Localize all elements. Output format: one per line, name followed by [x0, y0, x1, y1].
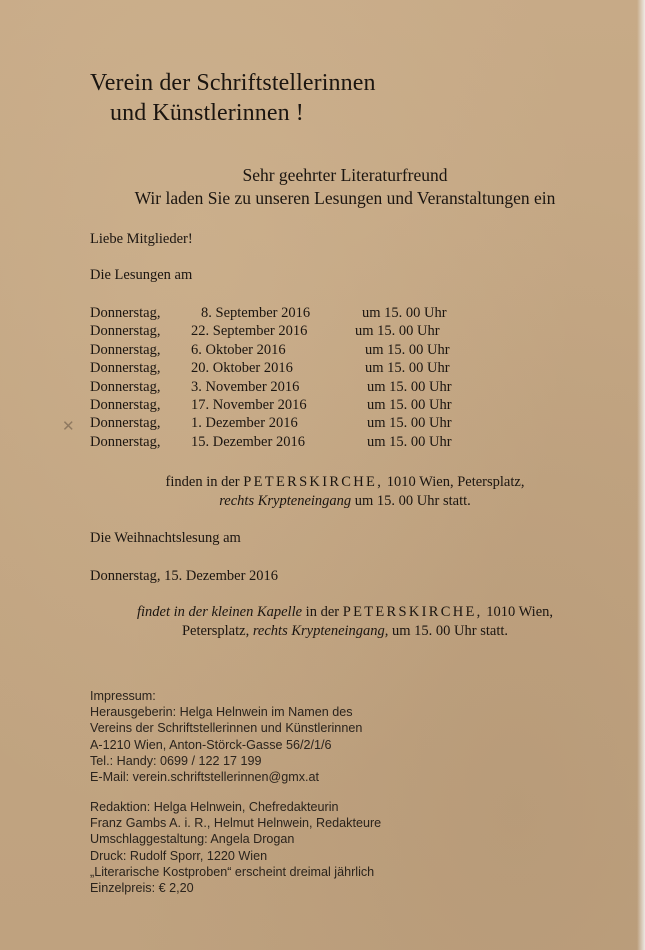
readings-schedule [90, 304, 452, 451]
christmas-time: um 15. 00 Uhr statt. [392, 623, 509, 639]
readings-heading: Die Lesungen am [90, 267, 193, 283]
intro-line-2: Wir laden Sie zu unseren Lesungen und Veranstaltungen ein [134, 188, 556, 208]
schedule-time: um 15. 00 Uhr [365, 360, 450, 377]
venue-line-1 [85, 473, 605, 492]
schedule-date: 15. Dezember 2016 [191, 433, 305, 450]
schedule-date: 3. November 2016 [191, 378, 300, 395]
page-title [90, 68, 376, 128]
venue-church: PETERSKIRCHE, [243, 474, 384, 490]
impressum-line: Tel.: Handy: 0699 / 122 17 199 [90, 753, 262, 768]
credits-line: „Literarische Kostproben“ erscheint dreimal jährlich [90, 864, 375, 879]
christmas-venue-info [85, 603, 605, 641]
schedule-row [90, 396, 452, 414]
venue-line-2 [85, 492, 605, 511]
credits-price: Einzelpreis: € 2,20 [90, 881, 194, 896]
christmas-venue-line-2 [85, 622, 605, 641]
venue-info [85, 473, 605, 511]
venue-entrance: rechts Krypteneingang [219, 493, 352, 509]
schedule-day: Donnerstag, [90, 341, 161, 358]
title-line-2: und Künstlerinnen ! [110, 100, 304, 126]
christmas-church: PETERSKIRCHE, [342, 604, 483, 620]
christmas-venue-line-1 [85, 603, 605, 622]
christmas-address: 1010 Wien, [486, 604, 554, 620]
credits-line: Redaktion: Helga Helnwein, Chefredakteurin [90, 800, 339, 814]
page-edge [637, 0, 645, 950]
schedule-row [90, 304, 452, 322]
impressum-line: Impressum: [90, 689, 156, 703]
margin-mark: ✕ [62, 417, 75, 435]
schedule-day: Donnerstag, [90, 415, 161, 432]
venue-address: 1010 Wien, Petersplatz, [386, 474, 525, 490]
schedule-time: um 15. 00 Uhr [355, 323, 440, 340]
christmas-mid: in der [305, 604, 340, 620]
schedule-time: um 15. 00 Uhr [365, 341, 450, 358]
schedule-row [90, 359, 452, 377]
venue-prefix: finden in der [165, 474, 240, 490]
schedule-date: 6. Oktober 2016 [191, 341, 286, 358]
schedule-time: um 15. 00 Uhr [367, 433, 452, 450]
greeting: Liebe Mitglieder! [90, 231, 193, 247]
schedule-row [90, 414, 452, 432]
schedule-row [90, 378, 452, 396]
christmas-heading: Die Weihnachtslesung am [90, 530, 241, 546]
christmas-entrance: rechts Krypteneingang, [252, 623, 389, 639]
invitation-intro [80, 164, 610, 210]
schedule-time: um 15. 00 Uhr [367, 415, 452, 432]
title-line-1: Verein der Schriftstellerinnen [90, 70, 376, 96]
schedule-day: Donnerstag, [90, 360, 161, 377]
schedule-row [90, 341, 452, 359]
credits-block [90, 799, 381, 896]
schedule-day: Donnerstag, [90, 433, 161, 450]
christmas-location: findet in der kleinen Kapelle [136, 604, 303, 620]
impressum-line: Herausgeberin: Helga Helnwein im Namen des [90, 705, 353, 720]
schedule-date: 20. Oktober 2016 [191, 360, 293, 377]
credits-line: Franz Gambs A. i. R., Helmut Helnwein, Redakteure [90, 816, 382, 831]
impressum-line: Vereins der Schriftstellerinnen und Künstlerinnen [90, 721, 363, 736]
schedule-time: um 15. 00 Uhr [367, 378, 452, 395]
venue-time: um 15. 00 Uhr statt. [354, 493, 471, 509]
intro-line-1: Sehr geehrter Literaturfreund [242, 165, 448, 185]
christmas-place: Petersplatz, [181, 623, 250, 639]
impressum-line: A-1210 Wien, Anton-Störck-Gasse 56/2/1/6 [90, 737, 332, 752]
schedule-day: Donnerstag, [90, 323, 161, 340]
christmas-date: Donnerstag, 15. Dezember 2016 [90, 568, 279, 584]
credits-line: Druck: Rudolf Sporr, 1220 Wien [90, 848, 268, 863]
schedule-time: um 15. 00 Uhr [367, 397, 452, 414]
credits-line: Umschlaggestaltung: Angela Drogan [90, 832, 295, 847]
impressum-email: E-Mail: verein.schriftstellerinnen@gmx.at [90, 770, 320, 785]
schedule-day: Donnerstag, [90, 305, 161, 321]
schedule-day: Donnerstag, [90, 397, 161, 414]
schedule-row [90, 433, 452, 451]
schedule-time: um 15. 00 Uhr [362, 305, 447, 321]
schedule-day: Donnerstag, [90, 378, 161, 395]
impressum-block [90, 688, 362, 785]
schedule-date: 17. November 2016 [191, 397, 307, 414]
schedule-row [90, 322, 452, 340]
schedule-date: 22. September 2016 [191, 323, 308, 340]
schedule-date: 8. September 2016 [201, 305, 311, 321]
schedule-date: 1. Dezember 2016 [191, 415, 298, 432]
